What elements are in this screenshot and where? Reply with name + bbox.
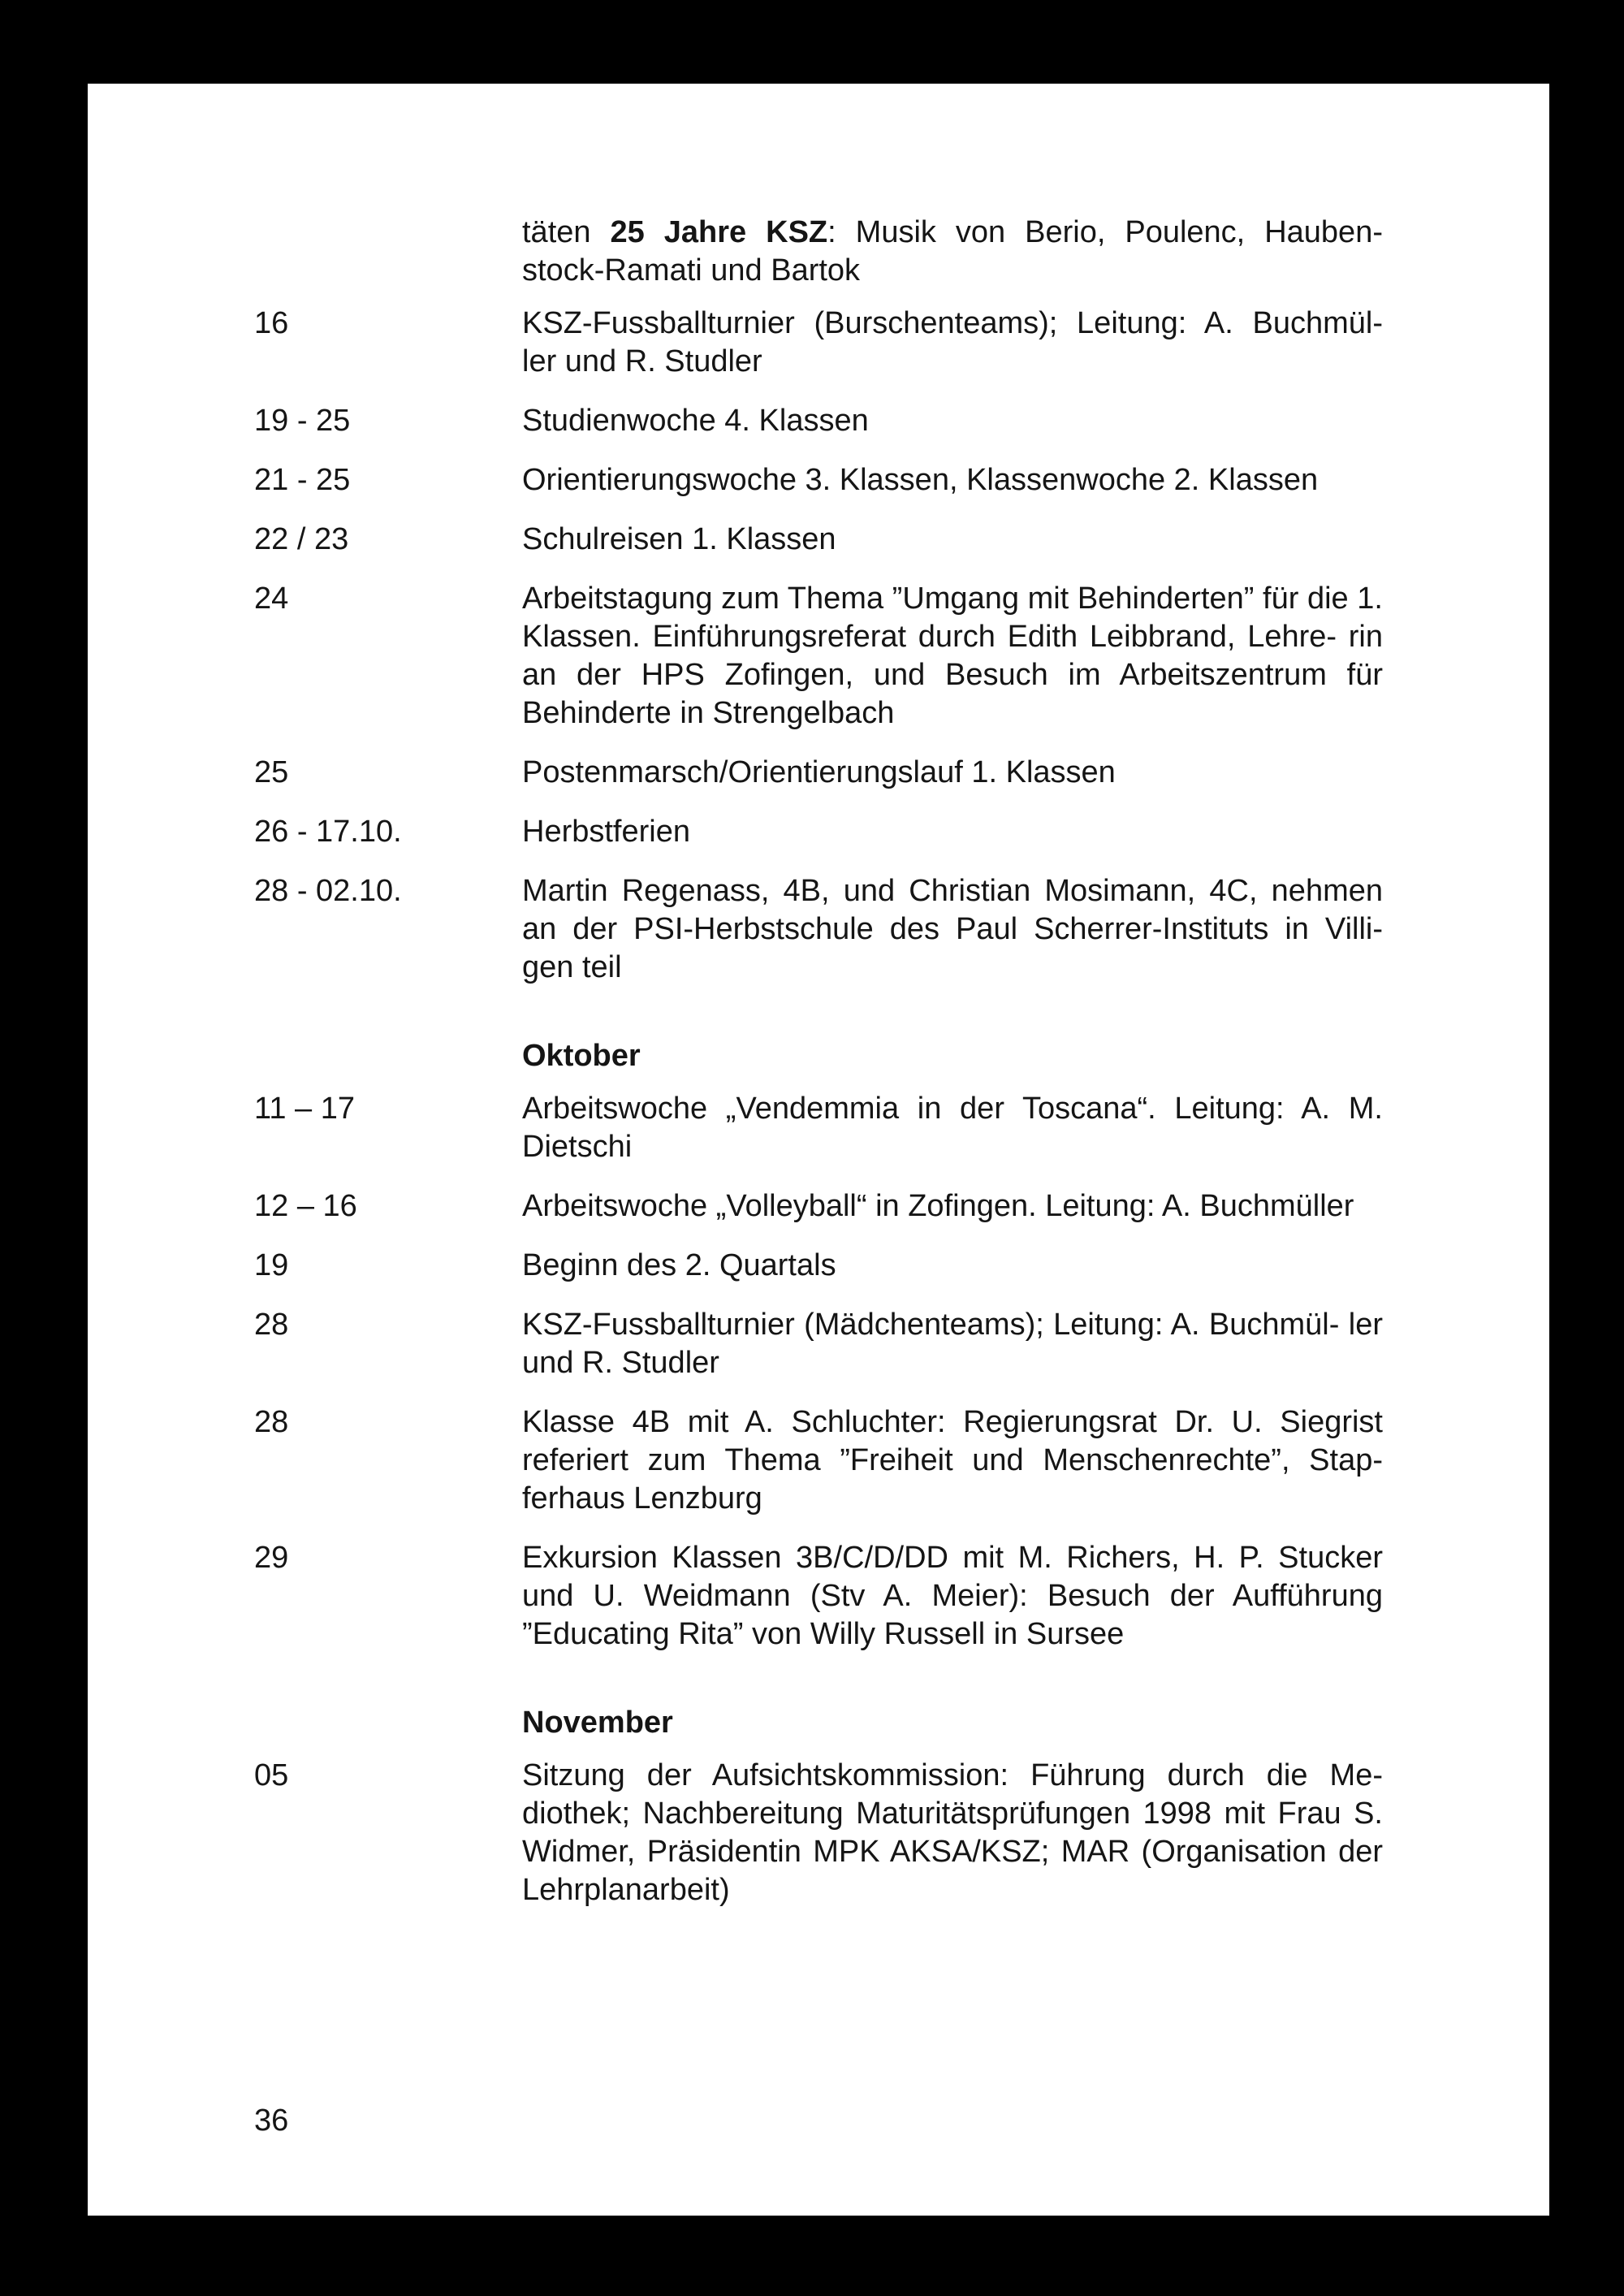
- entry-text: Klasse 4B mit A. Schluchter: Regierungsrat Dr. U. Siegrist referiert zum Thema ”Freiheit und Menschenrechte”, Stap- ferhaus Lenzburg: [522, 1405, 1383, 1516]
- chronicle-entry: [254, 305, 1472, 381]
- entry-text: Arbeitswoche „Vendemmia in der Toscana“. Leitung: A. M. Dietschi: [522, 1092, 1383, 1164]
- entry-date: 12 – 16: [254, 1189, 357, 1223]
- entry-text: Sitzung der Aufsichtskommission: Führung durch die Me- diothek; Nachbereitung Maturitätsprüfungen 1998 mit Frau S. Widmer, Präsidentin MPK AKSA/KSZ; MAR (Organisation der Lehrplanarbeit): [522, 1758, 1383, 1907]
- entry-date: 21 - 25: [254, 463, 351, 497]
- entry-date: 28: [254, 1405, 289, 1439]
- entry-text: Orientierungswoche 3. Klassen, Klassenwoche 2. Klassen: [522, 463, 1319, 497]
- continuation-prefix: täten: [522, 215, 611, 249]
- entry-text: Studienwoche 4. Klassen: [522, 404, 869, 438]
- chronicle-entry: [254, 521, 1472, 559]
- chronicle-entry: [254, 402, 1472, 440]
- continuation-entry: [254, 214, 1472, 290]
- entry-date: 11 – 17: [254, 1092, 355, 1126]
- entry-date: 29: [254, 1541, 289, 1575]
- chronicle-entry: [254, 461, 1472, 499]
- chronicle-content: [254, 214, 1472, 1909]
- entry-date: 19: [254, 1248, 289, 1282]
- entry-text: Schulreisen 1. Klassen: [522, 522, 836, 556]
- chronicle-entry: [254, 813, 1472, 851]
- chronicle-entry: [254, 1757, 1472, 1909]
- month-heading-november: November: [522, 1706, 673, 1740]
- entry-date: 25: [254, 755, 289, 789]
- entry-text: Exkursion Klassen 3B/C/D/DD mit M. Richers, H. P. Stucker und U. Weidmann (Stv A. Meier): Besuch der Aufführung ”Educating Rita” von Willy Russell in Sursee: [522, 1541, 1383, 1651]
- entry-text: Martin Regenass, 4B, und Christian Mosimann, 4C, nehmen an der PSI-Herbstschule des Paul Scherrer-Instituts in Villi- gen teil: [522, 874, 1383, 984]
- entry-date: 24: [254, 582, 289, 616]
- entry-date: 28 - 02.10.: [254, 874, 402, 908]
- entry-text: Arbeitswoche „Volleyball“ in Zofingen. Leitung: A. Buchmüller: [522, 1189, 1354, 1223]
- continuation-bold: 25 Jahre KSZ: [610, 215, 828, 249]
- chronicle-entry: [254, 1247, 1472, 1285]
- entry-text: KSZ-Fussballturnier (Burschenteams); Leitung: A. Buchmül- ler und R. Studler: [522, 306, 1383, 378]
- october-entries: [254, 1090, 1472, 1654]
- entry-date: 16: [254, 306, 289, 340]
- chronicle-entry: [254, 1306, 1472, 1382]
- entry-text: Postenmarsch/Orientierungslauf 1. Klassen: [522, 755, 1116, 789]
- entry-date: 22 / 23: [254, 522, 349, 556]
- entry-date: 26 - 17.10.: [254, 815, 402, 849]
- entry-text: Herbstferien: [522, 815, 690, 849]
- document-page: [88, 84, 1549, 2216]
- november-entries: [254, 1757, 1472, 1909]
- continuation-suffix: : Musik von Berio, Poulenc, Hauben- stock-Ramati und Bartok: [522, 215, 1383, 288]
- entry-text: KSZ-Fussballturnier (Mädchenteams); Leitung: A. Buchmül- ler und R. Studler: [522, 1308, 1383, 1380]
- september-entries: [254, 305, 1472, 987]
- chronicle-entry: [254, 1403, 1472, 1518]
- entry-date: 28: [254, 1308, 289, 1342]
- entry-date: 19 - 25: [254, 404, 351, 438]
- entry-text: Arbeitstagung zum Thema ”Umgang mit Behinderten” für die 1. Klassen. Einführungsreferat durch Edith Leibbrand, Lehre- rin an der HPS Zofingen, und Besuch im Arbeitszentrum für Behinderte in Strengelbach: [522, 582, 1383, 730]
- entry-text: Beginn des 2. Quartals: [522, 1248, 836, 1282]
- chronicle-entry: [254, 1539, 1472, 1654]
- entry-date: 05: [254, 1758, 289, 1792]
- chronicle-entry: [254, 754, 1472, 792]
- chronicle-entry: [254, 580, 1472, 733]
- page-number: 36: [254, 2104, 289, 2138]
- chronicle-entry: [254, 1090, 1472, 1166]
- chronicle-entry: [254, 872, 1472, 987]
- chronicle-entry: [254, 1187, 1472, 1226]
- month-heading-october: Oktober: [522, 1039, 641, 1073]
